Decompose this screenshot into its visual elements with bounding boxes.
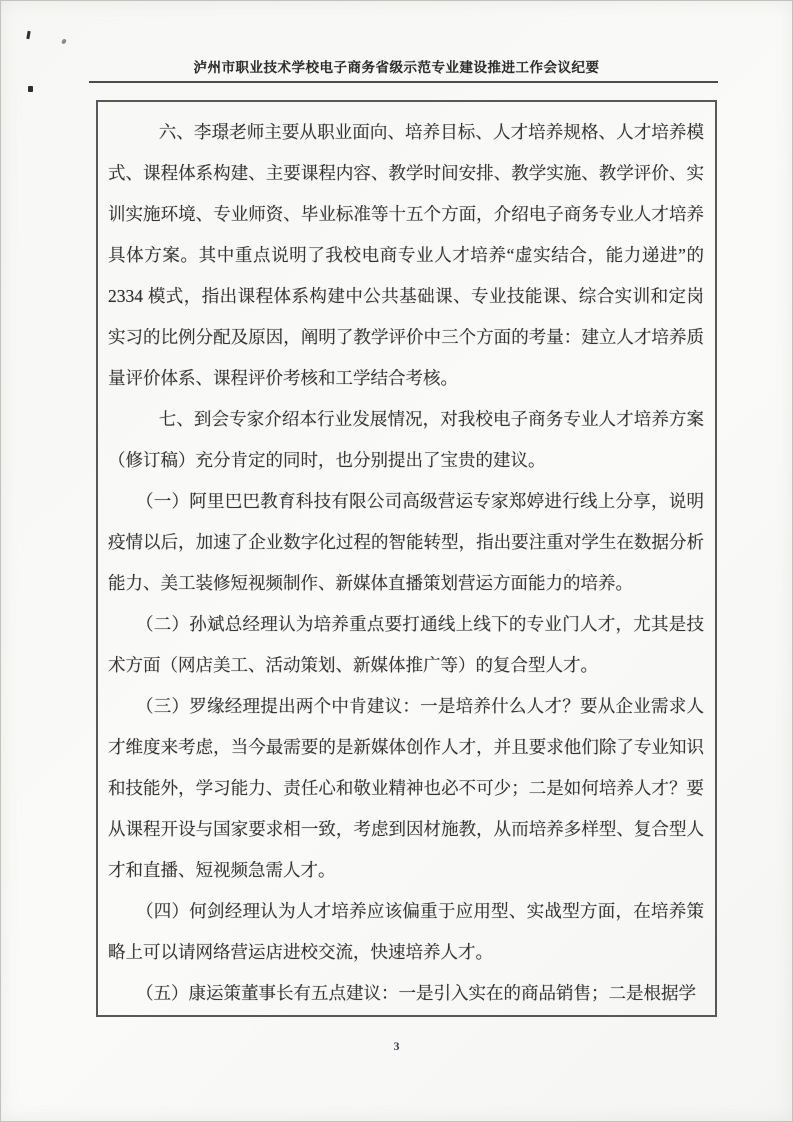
paragraph-item-7-2: （二）孙斌总经理认为培养重点要打通线上线下的专业门人才，尤其是技术方面（网店美工、活动策划、新媒体推广等）的复合型人才。	[108, 614, 704, 675]
paragraph-item-7: 七、到会专家介绍本行业发展情况，对我校电子商务专业人才培养方案（修订稿）充分肯定的同时，也分别提出了宝贵的建议。	[108, 409, 704, 470]
paragraph-item-6: 六、李璟老师主要从职业面向、培养目标、人才培养规格、人才培养模式、课程体系构建、主要课程内容、教学时间安排、教学实施、教学评价、实训实施环境、专业师资、毕业标准等十五个方面，介绍电子商务专业人才培养具体方案。其中重点说明了我校电商专业人才培养“虚实结合，能力递进”的 2334 模式，指出课程体系构建中公共基础课、专业技能课、综合实训和定岗实习的比例分配及原因，阐明了教学评价中三个方面的考量：建立人才培养质量评价体系、课程评价考核和工学结合考核。	[108, 122, 704, 388]
scan-speck	[28, 86, 33, 92]
scan-speck	[26, 31, 30, 39]
paragraph-item-7-4: （四）何剑经理认为人才培养应该偏重于应用型、实战型方面，在培养策略上可以请网络营运店进校交流，快速培养人才。	[108, 901, 704, 962]
paragraph-item-7-5: （五）康运策董事长有五点建议：一是引入实在的商品销售；二是根据学	[136, 983, 696, 1003]
page-number: 3	[393, 1039, 400, 1053]
scan-speck	[61, 38, 67, 44]
paragraph-item-7-3: （三）罗缘经理提出两个中肯建议：一是培养什么人才？要从企业需求人才维度来考虑，当今最需要的是新媒体创作人才，并且要求他们除了专业知识和技能外，学习能力、责任心和敬业精神也必不可少；二是如何培养人才？要从课程开设与国家要求相一致，考虑到因材施教，从而培养多样型、复合型人才和直播、短视频急需人才。	[108, 696, 704, 880]
paragraph-item-7-1: （一）阿里巴巴教育科技有限公司高级营运专家郑婷进行线上分享，说明疫情以后，加速了企业数字化过程的智能转型，指出要注重对学生在数据分析能力、美工装修短视频制作、新媒体直播策划营运方面能力的培养。	[108, 491, 704, 593]
header-divider-line	[89, 81, 718, 83]
document-body-frame	[96, 100, 717, 1017]
document-header-title: 泸州市职业技术学校电子商务省级示范专业建设推进工作会议纪要	[193, 60, 600, 75]
